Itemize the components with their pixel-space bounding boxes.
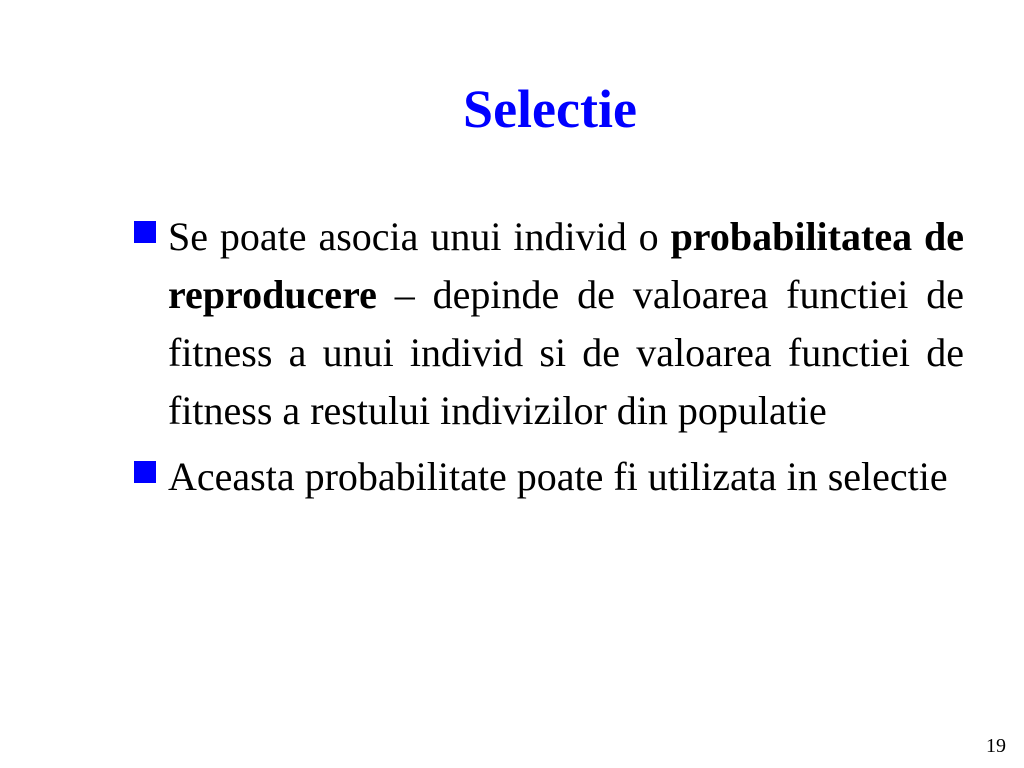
slide-title: Selectie	[463, 79, 637, 139]
bullet-text: Aceasta probabilitate poate fi utilizata in selectie	[168, 454, 948, 499]
bullet-text-after: – depinde de valoarea functiei de fitness a unui individ si de valoarea functiei de fitness a restului indivizilor din populatie	[168, 272, 964, 433]
bullet-list	[134, 208, 964, 514]
bullet-text-bold: probabilitatea de reproducere	[168, 214, 964, 317]
square-bullet-icon	[134, 461, 156, 483]
square-bullet-icon	[134, 221, 156, 243]
bullet-text-before: Se poate asocia unui individ o	[168, 214, 671, 259]
bullet-item	[134, 208, 964, 440]
slide-number: 19	[986, 735, 1006, 757]
bullet-item	[134, 448, 964, 506]
